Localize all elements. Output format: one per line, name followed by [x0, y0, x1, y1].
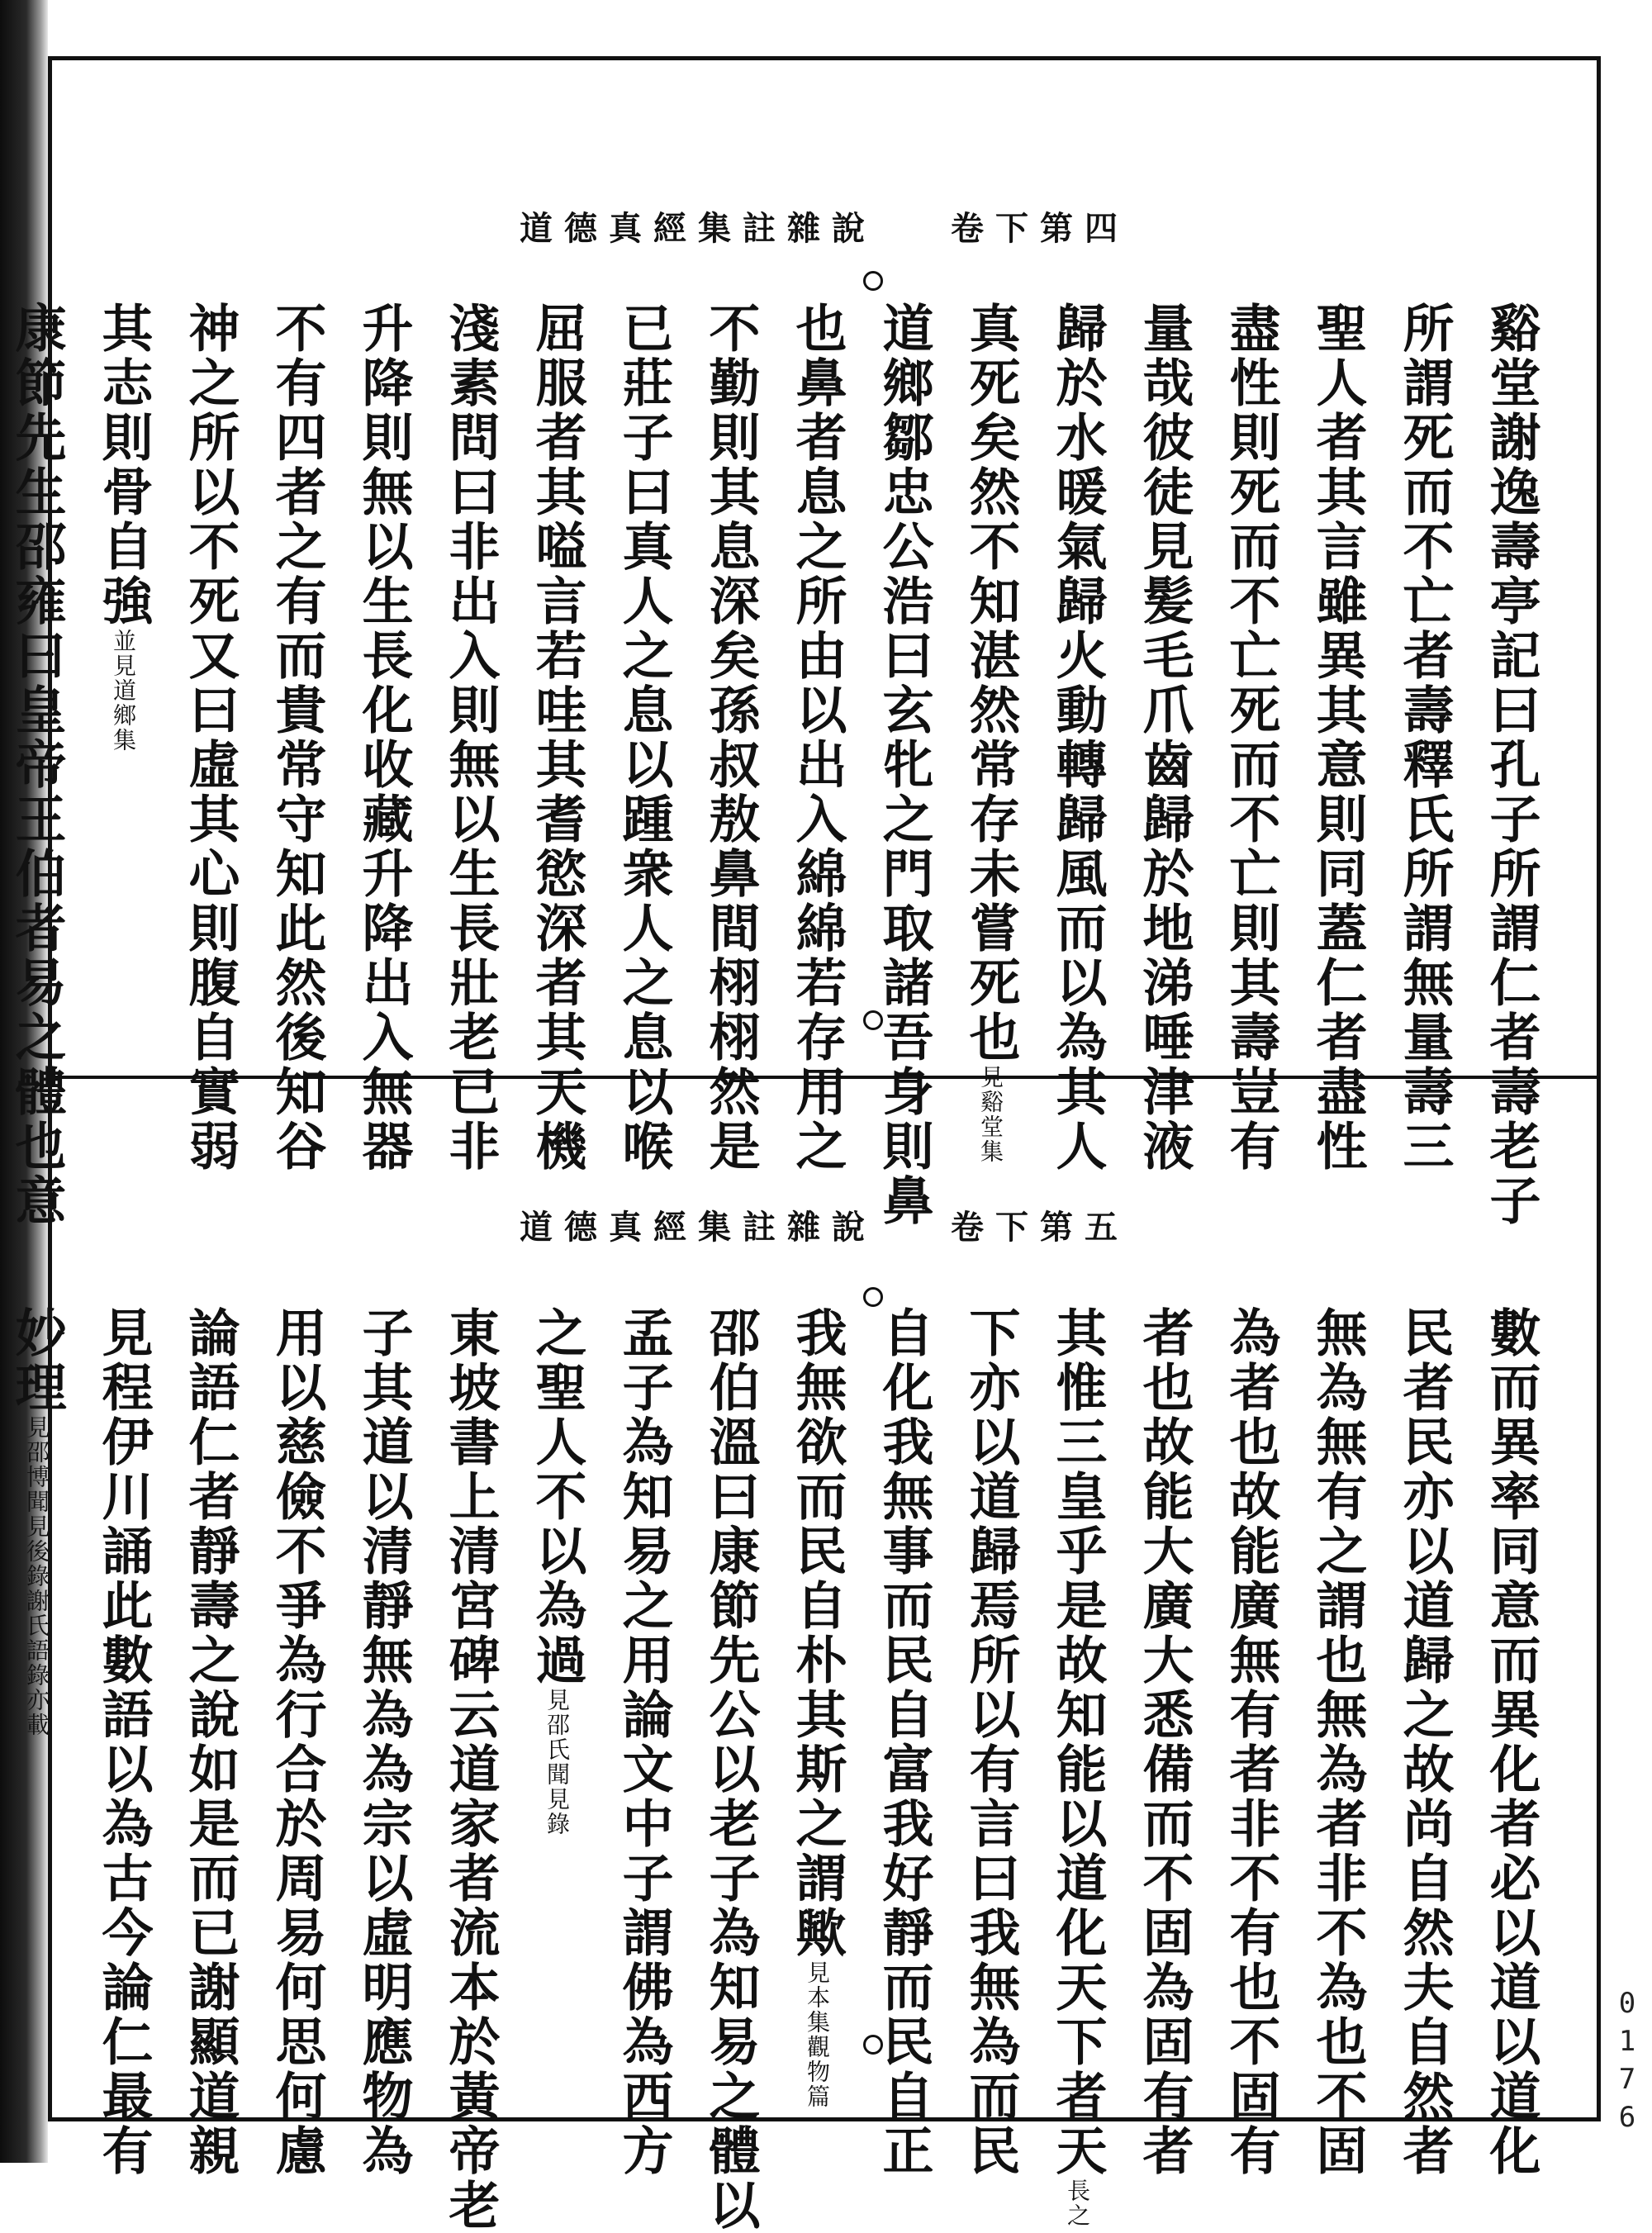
interlinear-note: 長之 [1064, 2178, 1091, 2228]
text-column: 其志則骨自強並見道鄉集 [93, 302, 154, 753]
text-column: 用以慈儉不爭為行合於周易何思何慮 [267, 1306, 327, 2178]
text-column: 者也故能大廣大悉備而不固為固有者 [1134, 1306, 1194, 2178]
text-columns [0, 1306, 1551, 2233]
text-column: 真死矣然不知湛然常存未嘗死也見谿堂集 [961, 302, 1021, 1164]
text-column: 不有四者之有而貴常守知此然後知谷 [267, 302, 327, 1174]
text-column: 自化我無事而民自富我好靜而民自正 [874, 1306, 934, 2178]
book-title: 道德真經集註雜說 [520, 209, 876, 248]
text-column: 見程伊川誦此數語以為古今論仁最有 [93, 1306, 154, 2178]
chapter-label: 卷下第五 [951, 1208, 1129, 1247]
punctuation-circle-mark [863, 1287, 883, 1307]
text-column: 谿堂謝逸壽亭記曰孔子所謂仁者壽老子 [1481, 302, 1541, 1228]
text-column: 升降則無以生長化收藏升降出入無器 [354, 302, 414, 1174]
interlinear-note: 見本集觀物篇 [804, 1960, 831, 2109]
text-column: 已莊子曰真人之息以踵衆人之息以喉 [614, 302, 674, 1174]
text-column: 淺素問曰非出入則無以生長壯老已非 [440, 302, 501, 1174]
text-column: 道鄉鄒忠公浩曰玄牝之門取諸吾身則鼻 [874, 302, 934, 1228]
interlinear-note: 並見道鄉集 [110, 629, 137, 753]
text-column: 之聖人不以為過見邵氏聞見錄 [527, 1306, 587, 1836]
text-column: 其惟三皇乎是故知能以道化天下者天長之 [1047, 1306, 1108, 2228]
text-column: 孟子為知易之用論文中子謂佛為西方 [614, 1306, 674, 2178]
lower-page [7, 1079, 1597, 2233]
text-column: 歸於水暖氣歸火動轉歸風而以為其人 [1047, 302, 1108, 1174]
book-title: 道德真經集註雜說 [520, 1208, 876, 1247]
text-column: 東坡書上清宮碑云道家者流本於黃帝老 [440, 1306, 501, 2233]
punctuation-circle-mark [863, 2035, 883, 2055]
text-column: 民者民亦以道歸之故尚自然夫自然者 [1394, 1306, 1455, 2178]
text-column: 不勤則其息深矣孫叔敖鼻間栩栩然是 [700, 302, 761, 1174]
text-column: 數而異率同意而異化者必以道以道化 [1481, 1306, 1541, 2178]
running-header [52, 1201, 1597, 1248]
text-column: 為者也故能廣無有者非不有也不固有 [1221, 1306, 1281, 2178]
text-column: 盡性則死而不亡死而不亡則其壽豈有 [1221, 302, 1281, 1174]
text-column: 也鼻者息之所由以出入綿綿若存用之 [787, 302, 847, 1174]
running-header [52, 202, 1597, 249]
text-column: 妙理見邵博聞見後錄謝氏語錄亦載 [7, 1306, 67, 1737]
text-column: 量哉彼徒見髪毛爪齒歸於地涕唾津液 [1134, 302, 1194, 1174]
text-column: 下亦以道歸焉所以有言曰我無為而民 [961, 1306, 1021, 2178]
text-column: 子其道以清靜無為為宗以虛明應物為 [354, 1306, 414, 2178]
interlinear-note: 見邵氏聞見錄 [544, 1688, 571, 1836]
text-column: 邵伯溫曰康節先公以老子為知易之體以 [700, 1306, 761, 2233]
text-column: 神之所以不死又曰虛其心則腹自實弱 [180, 302, 240, 1174]
text-column: 我無欲而民自朴其斯之謂歟見本集觀物篇 [787, 1306, 847, 2109]
text-column: 屈服者其嗌言若哇其耆慾深者其天機 [527, 302, 587, 1174]
text-column: 聖人者其言雖異其意則同蓋仁者盡性 [1308, 302, 1368, 1174]
interlinear-note: 見邵博聞見後錄謝氏語錄亦載 [23, 1415, 50, 1737]
chapter-label: 卷下第四 [951, 209, 1129, 248]
text-column: 無為無有之謂也無為者非不為也不固 [1308, 1306, 1368, 2178]
page-number: 0176 [1611, 1987, 1644, 2139]
text-column: 論語仁者靜壽之說如是而已謝顯道親 [180, 1306, 240, 2178]
punctuation-circle-mark [863, 1010, 883, 1030]
punctuation-circle-mark [863, 271, 883, 291]
text-column: 所謂死而不亡者壽釋氏所謂無量壽三 [1394, 302, 1455, 1174]
interlinear-note: 見谿堂集 [977, 1065, 1004, 1164]
text-column: 康節先生邵雍曰皇帝王伯者易之體也意 [7, 302, 67, 1228]
